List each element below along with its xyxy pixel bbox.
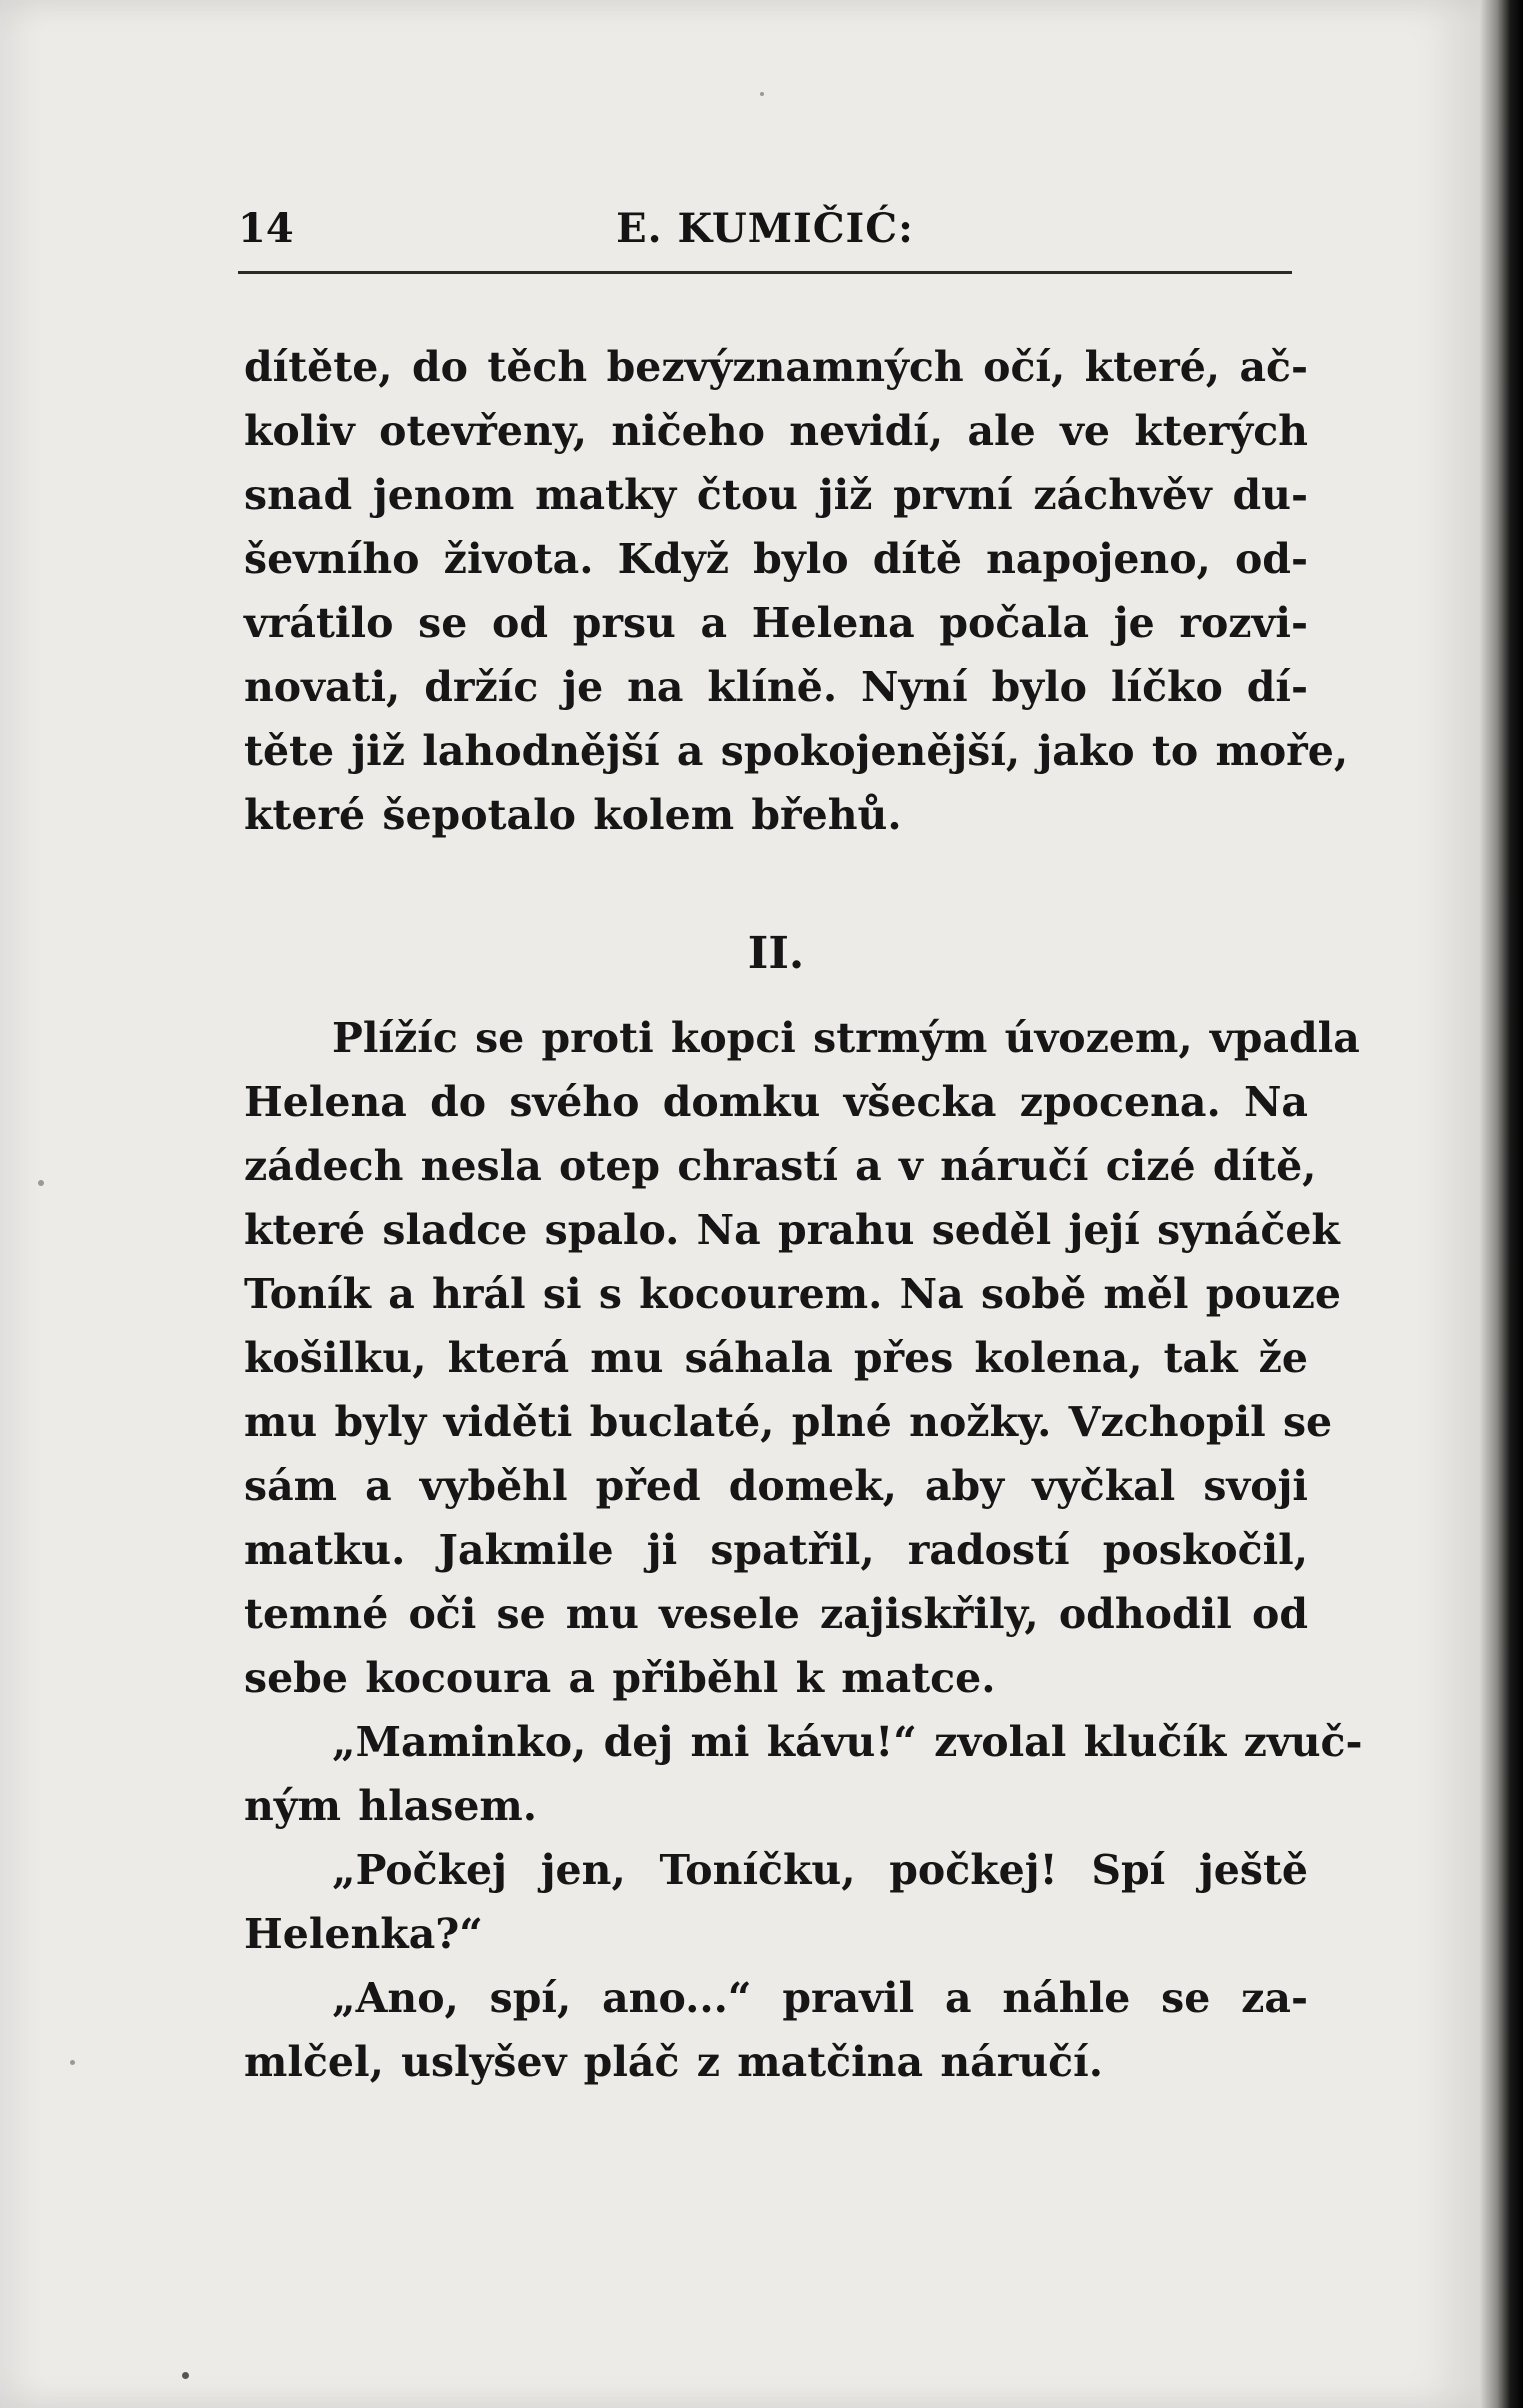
text-line: košilku, která mu sáhala přes kolena, tak že — [244, 1334, 1308, 1382]
text-line: zádech nesla otep chrastí a v náručí cizé dítě, — [244, 1142, 1317, 1190]
header-rule — [238, 271, 1292, 274]
text-line: snad jenom matky čtou již první záchvěv du- — [244, 471, 1308, 519]
text-line: dítěte, do těch bezvýznamných očí, které, ač- — [244, 343, 1308, 391]
text-line: sebe kocoura a přiběhl k matce. — [244, 1654, 996, 1702]
text-line: ševního života. Když bylo dítě napojeno, od- — [244, 535, 1308, 583]
paper-speck — [70, 2060, 75, 2065]
text-line: temné oči se mu vesele zajiskřily, odhodil od — [244, 1590, 1308, 1638]
text-line: „Počkej jen, Toníčku, počkej! Spí ještě — [332, 1846, 1308, 1894]
text-line: Plížíc se proti kopci strmým úvozem, vpadla — [332, 1014, 1360, 1062]
running-head: E. KUMIČIĆ: — [616, 205, 914, 252]
text-line: které sladce spalo. Na prahu seděl její synáček — [244, 1206, 1340, 1254]
paper-speck — [760, 92, 764, 96]
page-header — [238, 205, 1292, 267]
text-line: mlčel, uslyšev pláč z matčina náručí. — [244, 2038, 1103, 2086]
text-line: koliv otevřeny, ničeho nevidí, ale ve kterých — [244, 407, 1308, 455]
text-line: matku. Jakmile ji spatřil, radostí poskočil, — [244, 1526, 1308, 1574]
text-line: Helenka?“ — [244, 1910, 483, 1958]
paragraph-continuation — [244, 335, 1349, 847]
text-line: sám a vyběhl před domek, aby vyčkal svoji — [244, 1462, 1308, 1510]
body-text — [244, 335, 1363, 2094]
text-line: novati, držíc je na klíně. Nyní bylo líčko dí- — [244, 663, 1308, 711]
text-line: „Ano, spí, ano...“ pravil a náhle se za- — [332, 1974, 1308, 2022]
text-line: Helena do svého domku všecka zpocena. Na — [244, 1078, 1308, 1126]
text-line: „Maminko, dej mi kávu!“ zvolal klučík zvuč- — [332, 1718, 1363, 1766]
text-line: ným hlasem. — [244, 1782, 538, 1830]
paper-speck — [38, 1180, 44, 1186]
paragraph — [244, 1966, 1308, 2094]
paragraph — [244, 1006, 1360, 1710]
chapter-heading: II. — [747, 928, 805, 979]
text-line: které šepotalo kolem břehů. — [244, 791, 902, 839]
paragraph — [244, 1838, 1308, 1966]
paper-speck — [182, 2372, 189, 2379]
paragraph — [244, 1710, 1363, 1838]
text-line: vrátilo se od prsu a Helena počala je rozvi- — [244, 599, 1308, 647]
text-line: těte již lahodnější a spokojenější, jako to moře, — [244, 727, 1349, 775]
page-number: 14 — [238, 205, 294, 252]
text-line: mu byly viděti buclaté, plné nožky. Vzchopil se — [244, 1398, 1333, 1446]
text-line: Toník a hrál si s kocourem. Na sobě měl pouze — [244, 1270, 1341, 1318]
book-spine-edge — [1480, 0, 1523, 2408]
